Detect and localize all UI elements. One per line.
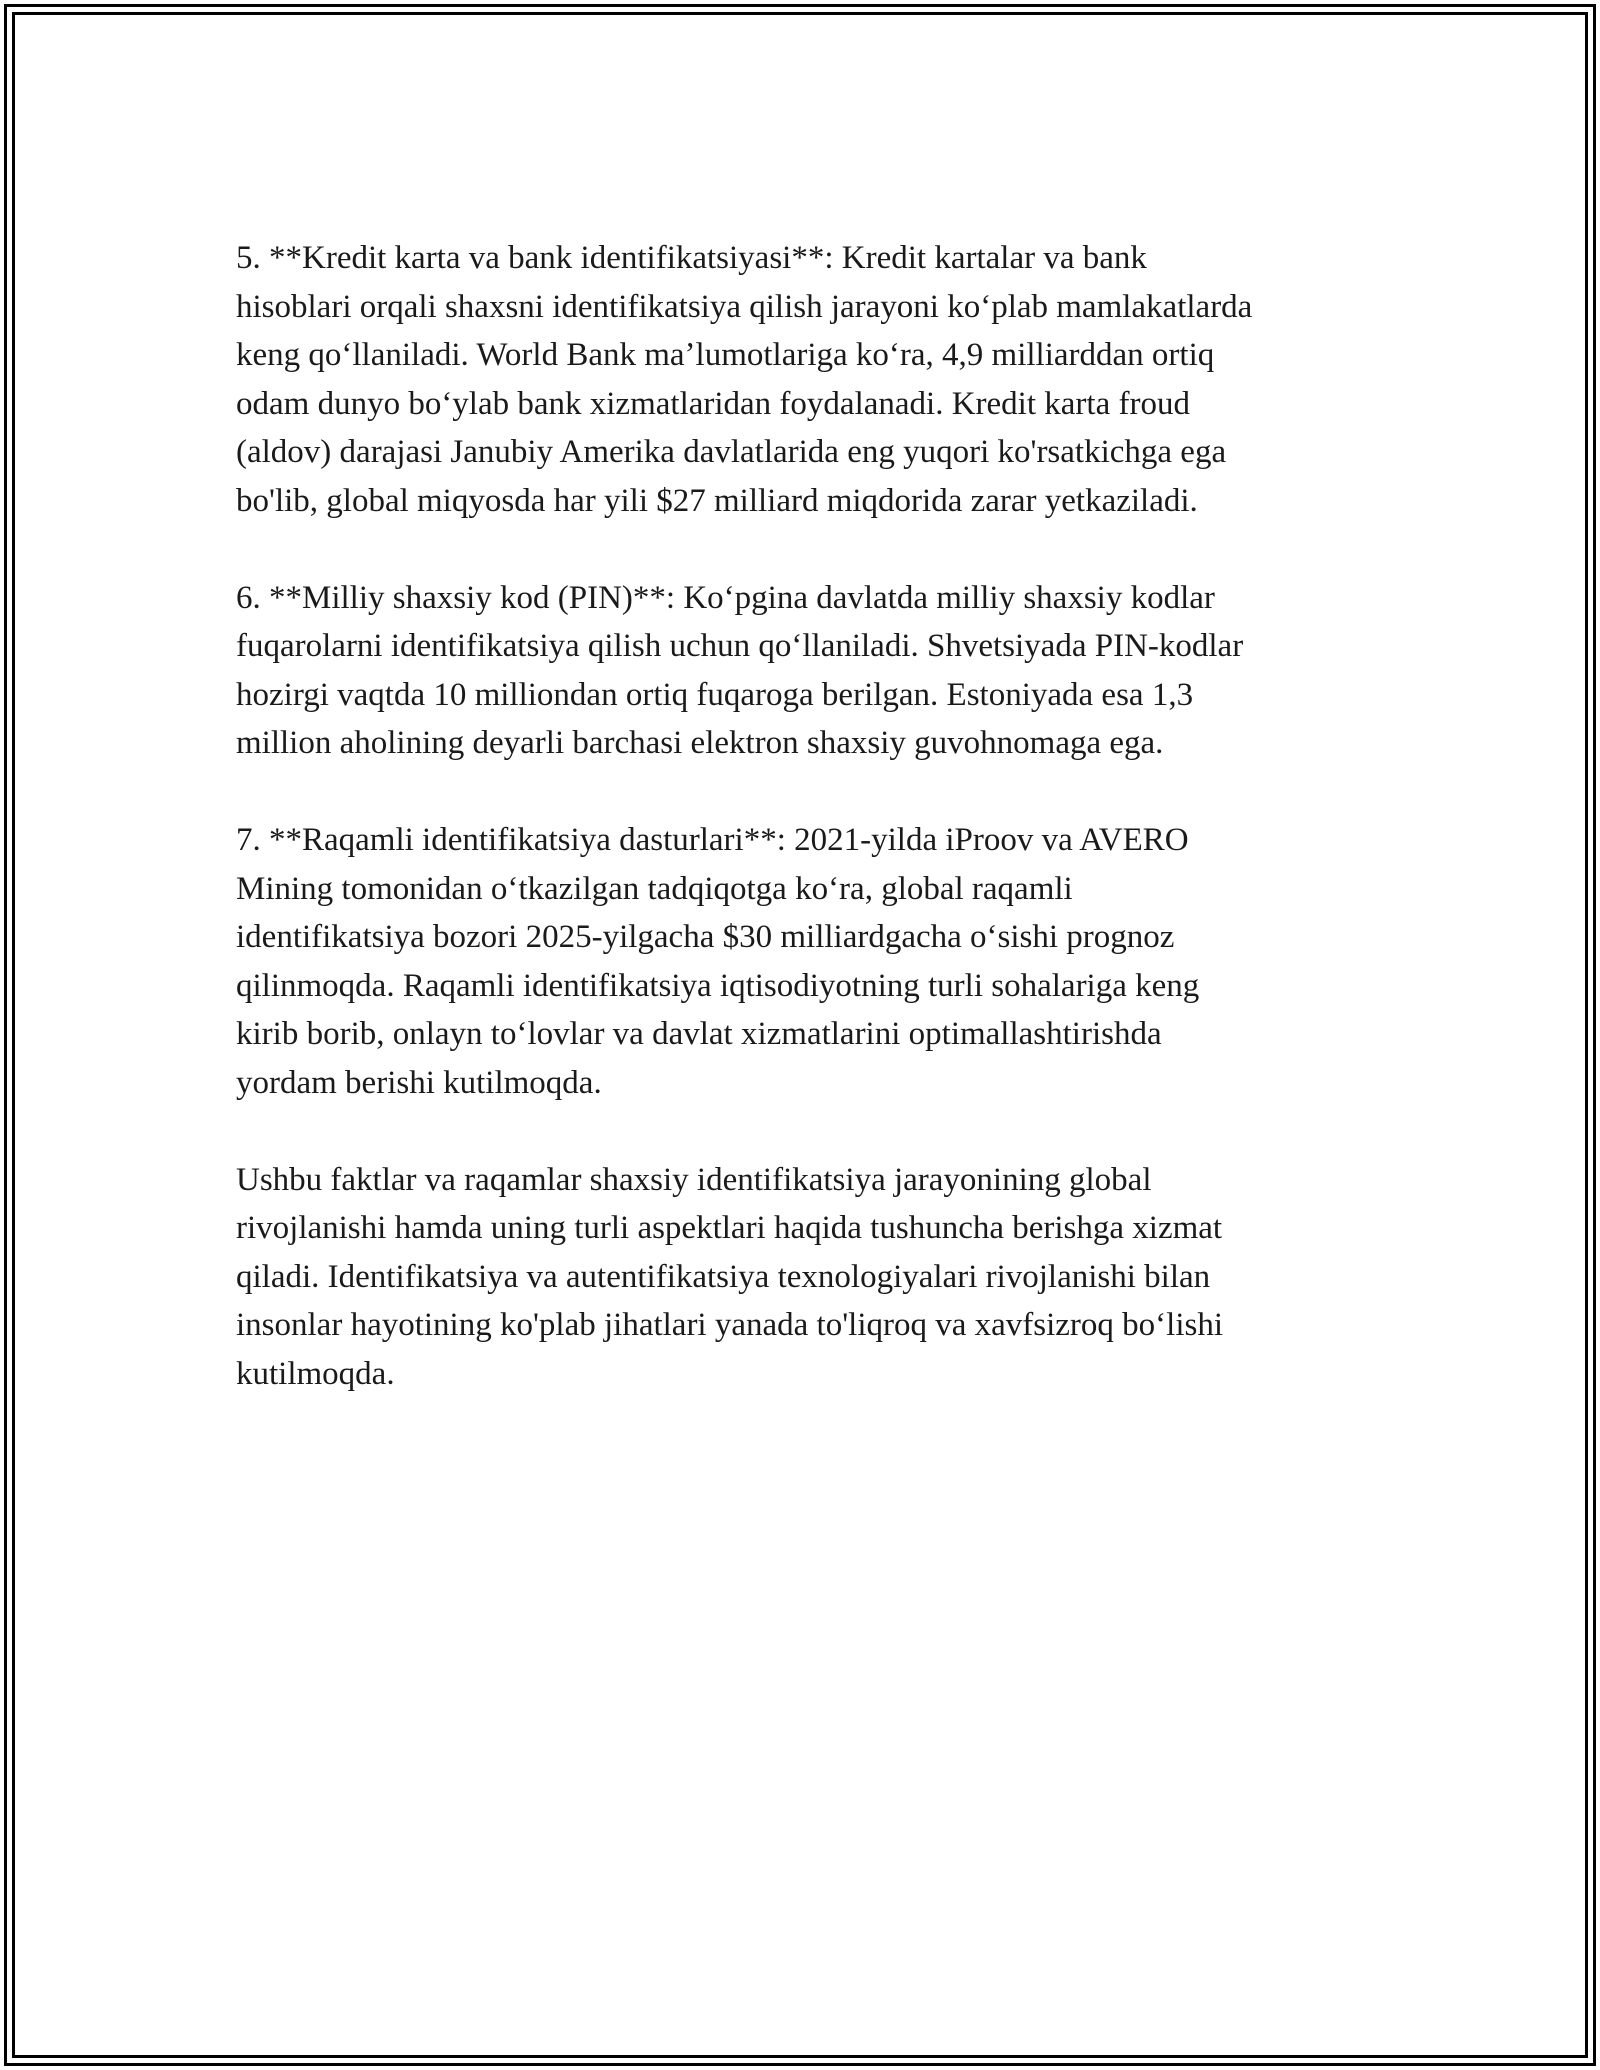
document-body <box>236 234 1376 1447</box>
paragraph-national-personal-code: 6. **Milliy shaxsiy kod (PIN)**: Koʻpgina davlatda milliy shaxsiy kodlar fuqarolarni identifikatsiya qilish uchun qoʻllaniladi. Shvetsiyada PIN-kodlar hozirgi vaqtda 10 milliondan ortiq fuqaroga berilgan. Estoniyada esa 1,3 million aholining deyarli barchasi elektron shaxsiy guvohnomaga ega. <box>236 579 1244 761</box>
paragraph-credit-card-bank-identification: 5. **Kredit karta va bank identifikatsiyasi**: Kredit kartalar va bank hisoblari orqali shaxsni identifikatsiya qilish jarayoni koʻplab mamlakatlarda keng qoʻllaniladi. World Bank maʼlumotlariga koʻra, 4,9 milliarddan ortiq odam dunyo boʻylab bank xizmatlaridan foydalanadi. Kredit karta froud (aldov) darajasi Janubiy Amerika davlatlarida eng yuqori ko'rsatkichga ega bo'lib, global miqyosda har yili $27 milliard miqdorida zarar yetkaziladi. <box>236 240 1253 519</box>
paragraph-digital-identification-programs: 7. **Raqamli identifikatsiya dasturlari**: 2021-yilda iProov va AVERO Mining tomonidan oʻtkazilgan tadqiqotga koʻra, global raqamli identifikatsiya bozori 2025-yilgacha $30 milliardgacha oʻsishi prognoz qilinmoqda. Raqamli identifikatsiya iqtisodiyotning turli sohalariga keng kirib borib, onlayn toʻlovlar va davlat xizmatlarini optimallashtirishda yordam berishi kutilmoqda. <box>236 822 1200 1101</box>
paragraph-conclusion: Ushbu faktlar va raqamlar shaxsiy identifikatsiya jarayonining global rivojlanishi hamda uning turli aspektlari haqida tushuncha berishga xizmat qiladi. Identifikatsiya va autentifikatsiya texnologiyalari rivojlanishi bilan insonlar hayotining ko'plab jihatlari yanada to'liqroq va xavfsizroq boʻlishi kutilmoqda. <box>236 1161 1224 1392</box>
